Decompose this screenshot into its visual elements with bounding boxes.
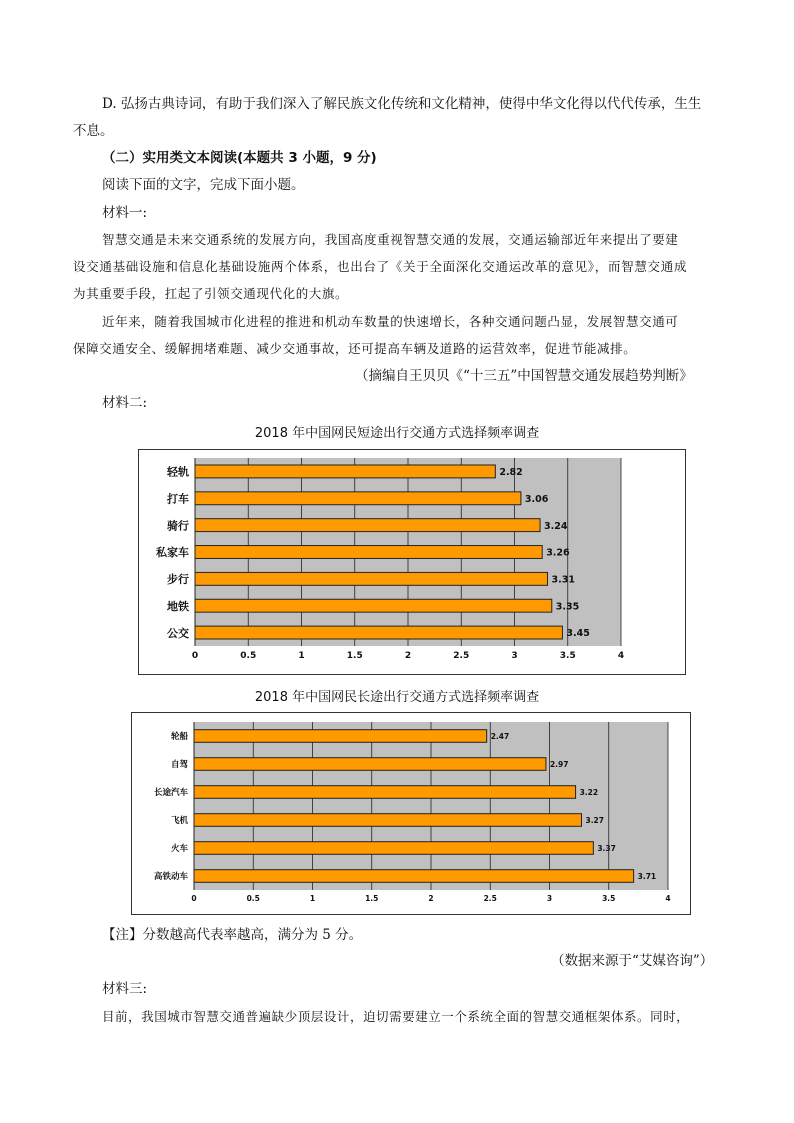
- chart2-x-tick-label: 3.5: [602, 894, 616, 903]
- section-instruction: 阅读下面的文字，完成下面小题。: [102, 177, 305, 193]
- chart2-bar: [194, 786, 576, 799]
- chart2-title: 2018 年中国网民长途出行交通方式选择频率调查: [254, 690, 540, 705]
- chart1-value-label: 3.26: [546, 547, 570, 559]
- chart1-bar: [195, 599, 552, 612]
- chart1-value-label: 3.45: [566, 628, 590, 640]
- chart2-value-label: 2.47: [490, 731, 510, 741]
- material3-label: 材料三:: [102, 981, 148, 997]
- chart2-category-label: 飞机: [170, 816, 188, 827]
- chart2-x-tick-label: 2: [428, 894, 434, 903]
- chart2-svg: [132, 713, 690, 914]
- chart1-category-label: 地铁: [167, 599, 189, 613]
- chart2-value-label: 3.22: [579, 787, 599, 797]
- material1-source: （摘编自王贝贝《“十三五”中国智慧交通发展趋势判断》: [355, 368, 693, 384]
- chart1-category-label: 骑行: [167, 519, 189, 533]
- material1-para2-line2: 保障交通安全、缓解拥堵难题、减少交通事故，还可提高车辆及道路的运营效率，促进节能减排。: [73, 341, 637, 356]
- chart1-x-tick-label: 3: [511, 651, 518, 661]
- chart1-bar: [195, 465, 495, 478]
- chart1-bar: [195, 546, 542, 559]
- chart2-bar: [194, 730, 487, 743]
- section-heading: （二）实用类文本阅读(本题共 3 小题，9 分): [102, 150, 377, 166]
- chart2-x-tick-label: 3: [546, 894, 553, 903]
- chart1-category-label: 打车: [167, 492, 189, 506]
- chart2-category-label: 火车: [170, 844, 188, 855]
- chart1-category-label: 公交: [167, 626, 189, 640]
- material3-text: 目前，我国城市智慧交通普遍缺少顶层设计，迫切需要建立一个系统全面的智慧交通框架体系。同时，: [102, 1009, 690, 1024]
- chart2-x-tick-label: 2.5: [483, 894, 497, 903]
- chart1-bar: [195, 519, 540, 532]
- chart2-x-tick-label: 4: [665, 894, 671, 903]
- chart1-x-tick-label: 0: [191, 651, 199, 661]
- chart1-bar: [195, 492, 521, 505]
- chart1-value-label: 3.31: [551, 574, 575, 586]
- chart1-category-label: 轻轨: [167, 465, 189, 479]
- chart1-x-tick-label: 2: [404, 651, 412, 661]
- chart1-bar: [195, 626, 562, 639]
- chart2-value-label: 3.27: [585, 815, 605, 825]
- chart2-value-label: 3.37: [597, 843, 616, 853]
- chart1-category-label: 私家车: [156, 546, 189, 560]
- chart1-x-tick-label: 4: [617, 651, 625, 661]
- chart2-bar: [194, 842, 593, 855]
- chart1-x-tick-label: 0.5: [240, 651, 257, 661]
- chart2-category-label: 长途汽车: [153, 788, 188, 799]
- chart2-value-label: 2.97: [549, 759, 569, 769]
- material1-para1-line2: 设交通基础设施和信息化基础设施两个体系，也出台了《关于全面深化交通运改革的意见》，而智慧交通成: [73, 259, 688, 274]
- chart1-title: 2018 年中国网民短途出行交通方式选择频率调查: [254, 426, 540, 441]
- chart1-category-label: 步行: [167, 573, 189, 587]
- chart1-x-tick-label: 1.5: [346, 651, 363, 661]
- chart2-frame: [131, 712, 691, 915]
- chart2-x-tick-label: 1: [309, 894, 316, 903]
- chart2-category-label: 轮船: [170, 732, 188, 743]
- chart2-value-label: 3.71: [637, 871, 657, 881]
- material1-para1-line3: 为其重要手段，扛起了引领交通现代化的大旗。: [73, 286, 349, 301]
- chart1-svg: [139, 450, 685, 674]
- chart2-bar: [194, 758, 546, 771]
- chart1-value-label: 2.82: [499, 467, 523, 479]
- option-d-line1: D. 弘扬古典诗词，有助于我们深入了解民族文化传统和文化精神，使得中华文化得以代代传承，生生: [102, 96, 702, 112]
- option-d-line2: 不息。: [73, 123, 114, 139]
- chart2-bar: [194, 870, 634, 883]
- material2-label: 材料二:: [102, 395, 148, 411]
- chart1-value-label: 3.06: [524, 493, 549, 505]
- chart1-x-tick-label: 1: [298, 651, 305, 661]
- chart2-bar: [194, 814, 581, 827]
- chart2-category-label: 高铁动车: [153, 872, 188, 883]
- chart1-frame: [138, 449, 686, 675]
- chart1-bar: [195, 572, 548, 585]
- material1-para2-line1: 近年来，随着我国城市化进程的推进和机动车数量的快速增长，各种交通问题凸显，发展智慧交通可: [102, 314, 679, 329]
- material2-source: （数据来源于“艾媒咨询”）: [551, 953, 714, 969]
- chart2-category-label: 自驾: [170, 760, 188, 771]
- chart2-x-tick-label: 1.5: [365, 894, 379, 903]
- material1-label: 材料一:: [102, 205, 148, 221]
- chart1-x-tick-label: 2.5: [453, 651, 470, 661]
- chart2-x-tick-label: 0: [191, 894, 197, 903]
- chart1-x-tick-label: 3.5: [559, 651, 576, 661]
- material2-note: 【注】分数越高代表率越高，满分为 5 分。: [102, 927, 363, 943]
- material1-para1-line1: 智慧交通是未来交通系统的发展方向，我国高度重视智慧交通的发展，交通运输部近年来提出了要建: [102, 232, 679, 247]
- chart2-x-tick-label: 0.5: [246, 894, 260, 903]
- chart1-value-label: 3.24: [544, 520, 568, 532]
- chart1-value-label: 3.35: [555, 601, 580, 613]
